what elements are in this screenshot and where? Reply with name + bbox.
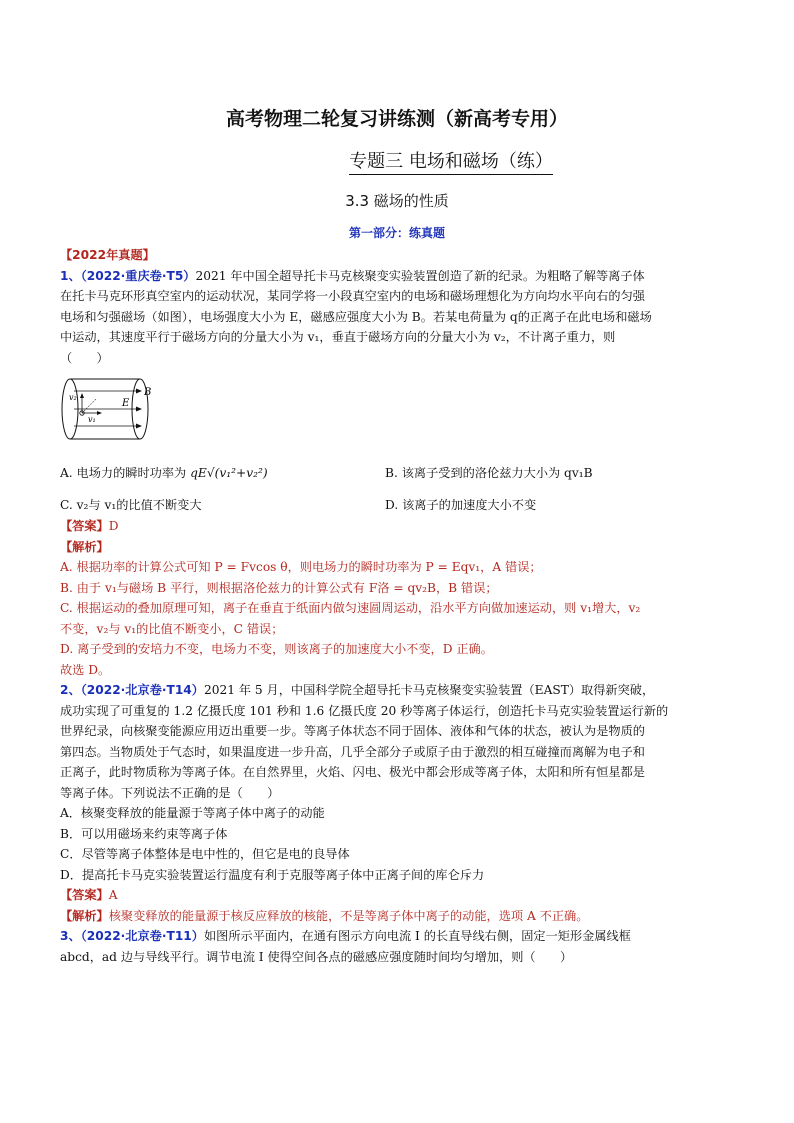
q2-analysis-tag: 【解析】 bbox=[60, 908, 109, 923]
q2-line-1: 成功实现了可重复的 1.2 亿摄氏度 101 秒和 1.6 亿摄氏度 20 秒等离子体运行，创造托卡马克实验装置运行新的 bbox=[60, 703, 669, 718]
q2-analysis: 核聚变释放的能量源于核反应释放的核能，不是等离子体中离子的动能，选项 A 不正确。 bbox=[108, 908, 589, 923]
q1-answer: D bbox=[108, 519, 119, 533]
section-title: 3.3 磁场的性质 bbox=[345, 192, 449, 210]
q1-answer-tag: 【答案】 bbox=[60, 519, 109, 533]
q2-option-c: C．尽管等离子体整体是电中性的，但它是电的良导体 bbox=[60, 847, 350, 861]
q1-analysis-4: D. 离子受到的安培力不变，电场力不变，则该离子的加速度大小不变，D 正确。 bbox=[60, 642, 493, 656]
q1-option-b: B. 该离子受到的洛伦兹力大小为 qv₁B bbox=[385, 466, 593, 480]
q1-option-c: C. v₂与 v₁的比值不断变大 bbox=[60, 498, 202, 512]
q1-analysis-0: A. 根据功率的计算公式可知 P = Fvcos θ，则电场力的瞬时功率为 P = Eqv₁，A 错误； bbox=[60, 560, 542, 574]
q1-line-2: 电场和匀强磁场（如图），电场强度大小为 E，磁感应强度大小为 B。若某电荷量为 q的正离子在此电场和磁场 bbox=[60, 309, 652, 324]
q1-option-a-formula: qE√(v₁²+v₂²) bbox=[190, 466, 268, 480]
q1-option-d: D. 该离子的加速度大小不变 bbox=[385, 498, 537, 512]
q1-text-0: 2021 年中国全超导托卡马克核聚变实验装置创造了新的纪录。为粗略了解等离子体 bbox=[195, 268, 645, 283]
q2-analysis-line bbox=[60, 906, 736, 927]
q1-cylinder-figure bbox=[60, 374, 152, 444]
q1-line-4: （ ） bbox=[60, 350, 109, 365]
q1-analysis-3: 不变，v₂与 v₁的比值不断变小，C 错误； bbox=[60, 621, 284, 636]
q1-conclusion: 故选 D。 bbox=[60, 662, 111, 677]
q3-text-0: 如图所示平面内，在通有图示方向电流 I 的长直导线右侧，固定一矩形金属线框 bbox=[203, 929, 631, 943]
q2-source: （2022·北京卷·T14） bbox=[80, 683, 204, 697]
q1-analysis-tag: 【解析】 bbox=[60, 539, 109, 554]
topic-title bbox=[0, 147, 794, 173]
q1-line-0 bbox=[60, 266, 736, 287]
q2-number: 2、 bbox=[60, 683, 81, 697]
label-v1: v₁ bbox=[88, 415, 96, 424]
q2-option-b: B．可以用磁场来约束等离子体 bbox=[60, 826, 228, 841]
q2-answer-tag: 【答案】 bbox=[60, 888, 109, 902]
year-tag: 【2022年真题】 bbox=[60, 248, 155, 262]
q1-answer-line bbox=[60, 516, 736, 537]
field-arrow-e bbox=[136, 407, 142, 412]
q2-answer: A bbox=[108, 888, 118, 902]
question-2-block bbox=[60, 680, 736, 926]
q2-text-0: 2021 年 5 月，中国科学院全超导托卡马克核聚变实验装置（EAST）取得新突破， bbox=[203, 683, 655, 697]
v2-arrow bbox=[80, 393, 84, 398]
q1-analysis-1: B. 由于 v₁与磁场 B 平行，则根据洛伦兹力的计算公式有 F洛 = qv₂B，B 错误； bbox=[60, 580, 498, 595]
q2-line-5: 等离子体。下列说法不正确的是（ ） bbox=[60, 785, 280, 800]
field-arrow-bottom bbox=[136, 424, 142, 429]
q1-option-a-text: A. 电场力的瞬时功率为 bbox=[60, 466, 187, 480]
q1-number: 1、 bbox=[60, 268, 81, 283]
q3-line-0 bbox=[60, 926, 736, 947]
label-e: E bbox=[122, 398, 130, 409]
q2-line-3: 第四态。当物质处于气态时，如果温度进一步升高，几乎全部分子或原子由于激烈的相互碰撞而离解为电子和 bbox=[60, 744, 645, 759]
q1-analysis-2: C. 根据运动的叠加原理可知，离子在垂直于纸面内做匀速圆周运动，沿水平方向做加速运动，则 v₁增大，v₂ bbox=[60, 601, 641, 615]
q2-line-2: 世界纪录，向核聚变能源应用迈出重要一步。等离子体状态不同于固体、液体和气体的状态，被认为是物质的 bbox=[60, 724, 645, 738]
q1-line-3: 中运动，其速度平行于磁场方向的分量大小为 v₁，垂直于磁场方向的分量大小为 v₂，不计离子重力，则 bbox=[60, 330, 616, 344]
question-1-block bbox=[60, 245, 736, 368]
main-title: 高考物理二轮复习讲练测（新高考专用） bbox=[225, 108, 568, 130]
label-b: B bbox=[144, 387, 152, 398]
q3-number: 3、 bbox=[60, 929, 81, 943]
q2-option-a: A．核聚变释放的能量源于等离子体中离子的动能 bbox=[60, 806, 325, 820]
v1-arrow bbox=[97, 411, 102, 415]
q2-line-4: 正离子，此时物质称为等离子体。在自然界里，火焰、闪电、极光中都会形成等离子体，太阳和所有恒星都是 bbox=[60, 765, 645, 779]
topic-title-text: 专题三 电场和磁场（练） bbox=[349, 151, 553, 175]
q1-source: （2022·重庆卷·T5） bbox=[80, 268, 196, 283]
part-title: 第一部分：练真题 bbox=[348, 226, 445, 240]
question-3-block bbox=[60, 926, 736, 967]
velocity-vector bbox=[82, 399, 96, 413]
q3-line-1: abcd，ad 边与导线平行。调节电流 I 使得空间各点的磁感应强度随时间均匀增加，则（ ） bbox=[60, 949, 573, 964]
q2-answer-line bbox=[60, 885, 736, 906]
q2-option-d: D．提高托卡马克实验装置运行温度有利于克服等离子体中正离子间的库仑斥力 bbox=[60, 867, 485, 882]
q1-answer-block bbox=[60, 516, 736, 680]
q1-option-a bbox=[60, 464, 268, 481]
q1-line-1: 在托卡马克环形真空室内的运动状况，某同学将一小段真空室内的电场和磁场理想化为方向均水平向右的匀强 bbox=[60, 289, 645, 303]
q3-source: （2022·北京卷·T11） bbox=[80, 929, 204, 943]
field-arrow-b bbox=[136, 389, 142, 394]
label-v2: v₂ bbox=[69, 393, 77, 402]
q2-line-0 bbox=[60, 680, 736, 701]
